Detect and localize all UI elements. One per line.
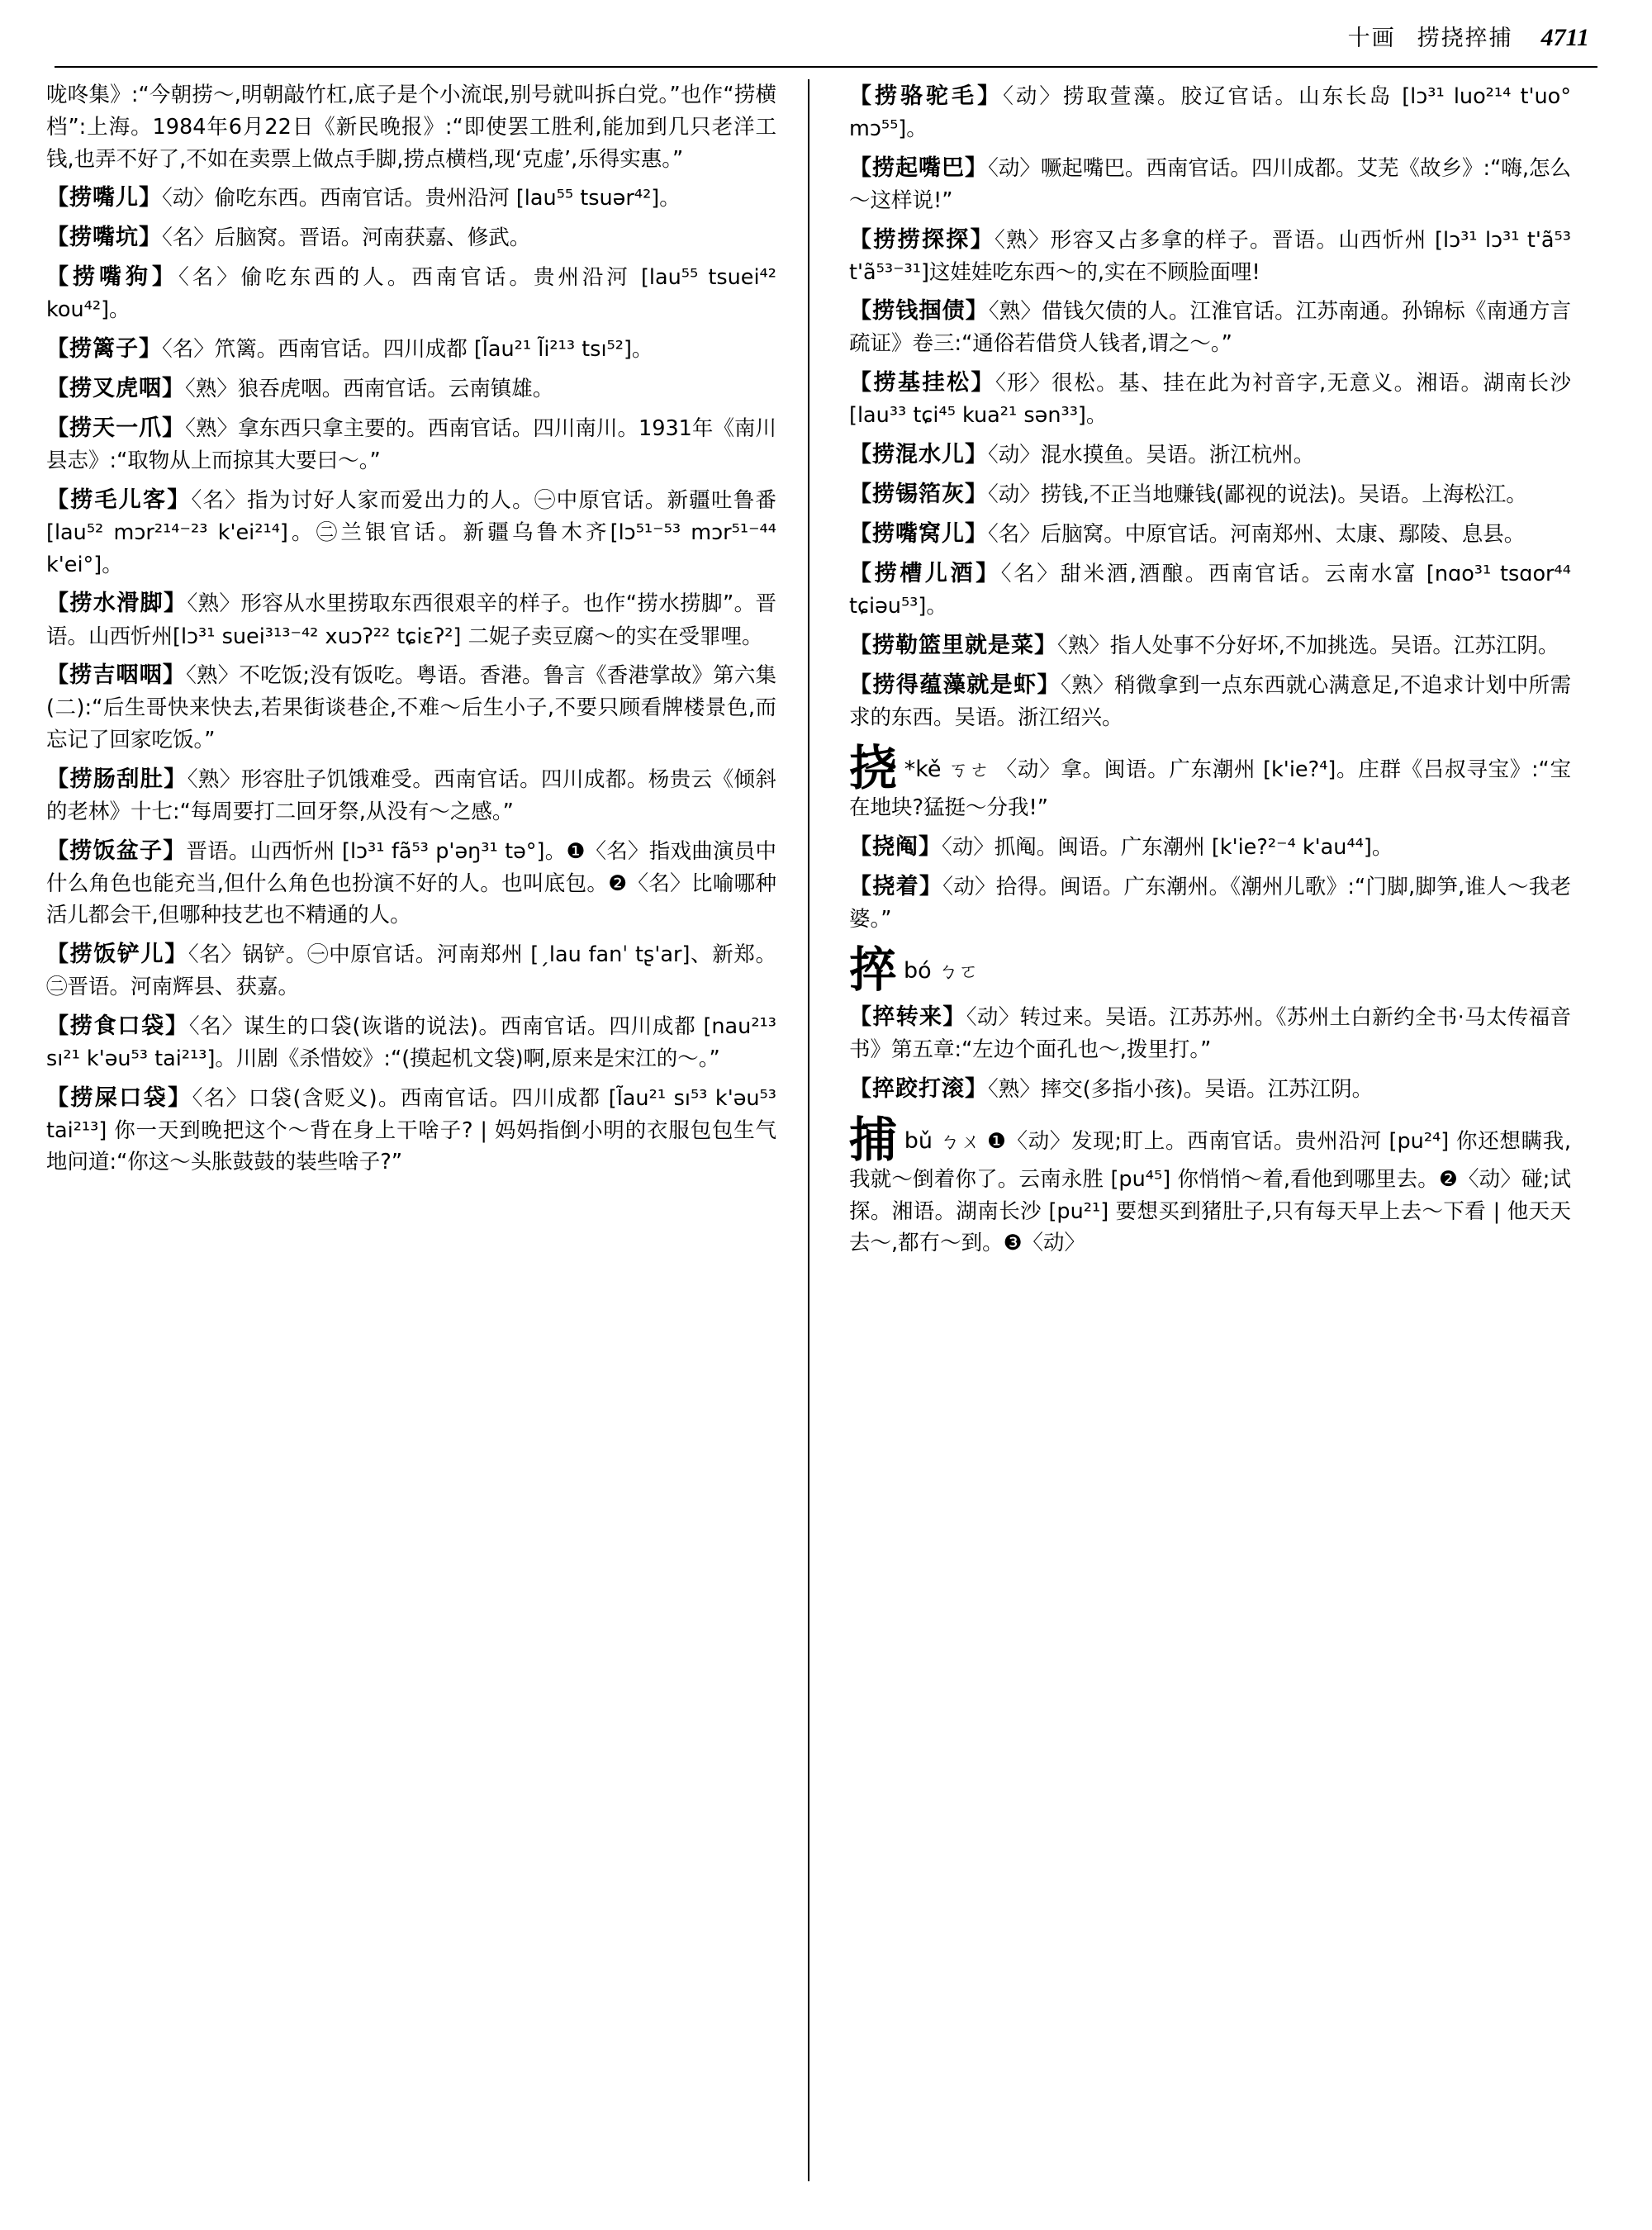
entry-body: 〈熟〉不吃饭;没有饭吃。粤语。香港。鲁言《香港掌故》第六集(二):“后生哥快来快去,若果街谈巷企,不难～后生小子,不要只顾看牌楼景色,而忘记了回家吃饭。”	[46, 663, 777, 753]
headword: 【挠着】	[849, 874, 943, 900]
headword: 【捞吉咽咽】	[46, 662, 187, 689]
entry-laocaoerjiu	[849, 557, 1571, 623]
bigentry-bo	[849, 942, 1571, 999]
headword: 【捞嘴坑】	[46, 225, 162, 251]
entry-bojiaodagun	[849, 1072, 1571, 1106]
entry-laomaoerke	[46, 483, 776, 581]
pinyin: *kě	[904, 756, 942, 782]
entry-body: 〈熟〉指人处事不分好坏,不加挑选。吴语。江苏江阴。	[1057, 633, 1559, 658]
headword: 【捞篱子】	[46, 336, 162, 363]
headword: 【捽转来】	[849, 1004, 966, 1031]
entry-laojiguasong	[849, 366, 1571, 432]
entry-laodeyunzaojiushixia	[849, 668, 1571, 734]
entry-body: 〈名〉笊篱。西南官话。四川成都 [l̃au²¹ l̃i²¹³ tsı⁵²]。	[162, 337, 653, 363]
entry-laolizi	[46, 332, 776, 366]
entry-body: 〈动〉抓阄。闽语。广东潮州 [k'ie?²⁻⁴ k'au⁴⁴]。	[942, 835, 1393, 861]
headword: 【捞饭铲儿】	[46, 942, 188, 968]
header-rule	[55, 66, 1597, 68]
entry-body: 〈动〉转过来。吴语。江苏苏州。《苏州土白新约全书·马太传福音书》第五章:“左边个面孔也～,拨里打。”	[849, 1005, 1571, 1063]
entry-laozuier	[46, 181, 776, 215]
entry-laoxibohui	[849, 477, 1571, 511]
entry-body: 〈熟〉摔交(多指小孩)。吴语。江苏江阴。	[988, 1076, 1374, 1102]
entry-body: 〈名〉偷吃东西的人。西南官话。贵州沿河 [lau⁵⁵ tsuei⁴² kou⁴²]。	[46, 265, 776, 323]
headword: 【捞混水儿】	[849, 441, 988, 467]
headword: 【捞槽儿酒】	[849, 561, 1001, 586]
continuation-paragraph: 咙咚集》:“今朝捞～,明朝敲竹杠,底子是个小流氓,别号就叫拆白党。”也作“捞横档”:上海。1984年6月22日《新民晚报》:“即使罢工胜利,能加到几只老洋工钱,也弄不好了,不如在卖票上做点手脚,捞点横档,现‘克虚’,乐得实惠。”	[46, 83, 776, 172]
entry-body: 晋语。山西忻州 [lɔ³¹ fã⁵³ p'əŋ³¹ tə°]。❶〈名〉指戏曲演员中什么角色也能充当,但什么角色也扮演不好的人。也叫底包。❷〈名〉比喻哪种活儿都会干,但哪种技艺也不精通的人。	[46, 838, 777, 928]
page-number: 4711	[1540, 24, 1589, 51]
entry-body: 〈动〉噘起嘴巴。西南官话。四川成都。艾芜《故乡》:“嗨,怎么～这样说!”	[849, 155, 1571, 213]
headword: 【捞骆驼毛】	[849, 83, 1004, 109]
headword: 【捞天一爪】	[46, 415, 186, 442]
running-head-chapter: 十画	[1347, 26, 1396, 51]
entry-body: 〈名〉口袋(含贬义)。西南官话。四川成都 [l̃au²¹ sı⁵³ k'əu⁵³ tai²¹³] 你一天到晚把这个～背在身上干啥子? | 妈妈指倒小明的衣服包包生气地问道:“你这～头胀鼓鼓的装些啥子?”	[46, 1085, 776, 1175]
entry-laofanchaner	[46, 937, 776, 1004]
headword: 【捞屎口袋】	[46, 1084, 192, 1111]
entry-body: 〈熟〉狼吞虎咽。西南官话。云南镇雄。	[185, 377, 554, 402]
entry-laolaotantan	[849, 223, 1571, 289]
entry-laochangguadu	[46, 762, 776, 828]
entry-body: 〈熟〉形容从水里捞取东西很艰辛的样子。也作“捞水捞脚”。晋语。山西忻州[lɔ³¹ suei³¹³⁻⁴² xuɔʔ²² tɕiɛʔ²] 二妮子卖豆腐～的实在受罪哩。	[46, 591, 776, 649]
entry-laozuikeng	[46, 221, 776, 254]
headword: 【捞嘴窝儿】	[849, 520, 988, 547]
entry-body: ❶〈动〉发现;盯上。西南官话。贵州沿河 [pu²⁴] 你还想瞒我,我就～倒着你了。云南永胜 [pu⁴⁵] 你悄悄～着,看他到哪里去。❷〈动〉碰;试探。湘语。湖南长沙 [pu²¹] 要想买到猪肚子,只有每天早上去～下看 | 他天天去～,都冇～到。❸〈动〉	[849, 1128, 1571, 1256]
big-character: 挠	[849, 739, 898, 796]
headword: 【捞毛儿客】	[46, 486, 192, 513]
headword: 【挠阄】	[849, 834, 942, 861]
entry-laozuiwoer	[849, 517, 1571, 551]
entry-body: 〈名〉甜米酒,酒酿。西南官话。云南水富 [nɑo³¹ tsɑor⁴⁴ tɕiəu⁵³]。	[849, 562, 1571, 619]
right-column	[819, 79, 1571, 2202]
headword: 【捞叉虎咽】	[46, 376, 185, 402]
entry-kezhuo	[849, 870, 1571, 936]
headword: 【捞勒篮里就是菜】	[849, 632, 1057, 658]
headword: 【捞嘴儿】	[46, 185, 162, 211]
entry-bozhuanlai	[849, 1000, 1571, 1066]
entry-body: 〈动〉拾得。闽语。广东潮州。《潮州儿歌》:“门脚,脚笋,谁人～我老婆。”	[849, 875, 1572, 932]
entry-laoqizuiba	[849, 151, 1571, 217]
entry-body: 〈形〉很松。基、挂在此为衬音字,无意义。湘语。湖南长沙 [lau³³ tɕi⁴⁵ kua²¹ sən³³]。	[849, 371, 1572, 429]
entry-body: 〈动〉捞取萱藻。胶辽官话。山东长岛 [lɔ³¹ luo²¹⁴ t'uo° mɔ⁵⁵]。	[849, 84, 1571, 142]
entry-body: 〈名〉指为讨好人家而爱出力的人。㊀中原官话。新疆吐鲁番 [lau⁵² mɔr²¹⁴⁻²³ k'ei²¹⁴]。㊁兰银官话。新疆乌鲁木齐[lɔ⁵¹⁻⁵³ mɔr⁵¹⁻⁴⁴ k'ei°]。	[46, 487, 776, 577]
left-column	[46, 79, 798, 2202]
headword: 【捞肠刮肚】	[46, 766, 188, 792]
headword: 【捞饭盆子】	[46, 837, 187, 864]
pinyin: bó	[904, 958, 932, 985]
entry-laozuigou	[46, 260, 776, 326]
page-columns	[46, 79, 1606, 2202]
headword: 【捞捞探探】	[849, 226, 995, 253]
zhuyin: ㄎㄜ	[947, 757, 991, 781]
entry-body: 〈动〉捞钱,不正当地赚钱(鄙视的说法)。吴语。上海松江。	[988, 482, 1527, 507]
running-head	[46, 20, 1606, 64]
entry-body: 〈动〉偷吃东西。西南官话。贵州沿河 [lau⁵⁵ tsuər⁴²]。	[162, 186, 681, 211]
entry-laoshuihuajiao	[46, 586, 776, 652]
headword: 【捽跤打滚】	[849, 1075, 988, 1102]
zhuyin: ㄅㄛ	[938, 960, 980, 984]
headword: 【捞食口袋】	[46, 1013, 189, 1039]
entry-laoshikoudai2	[46, 1081, 776, 1179]
bigentry-bu	[849, 1111, 1571, 1260]
entry-body: 〈熟〉形容肚子饥饿难受。西南官话。四川成都。杨贵云《倾斜的老林》十七:“每周要打二回牙祭,从没有～之感。”	[46, 766, 776, 824]
entry-laoshikoudai	[46, 1009, 776, 1075]
entry-laohunshuier	[849, 438, 1571, 472]
headword: 【捞基挂松】	[849, 370, 995, 396]
entry-body: 〈熟〉借钱欠债的人。江淮官话。江苏南通。孙锦标《南通方言疏证》卷三:“通俗若借贷人钱者,谓之～。”	[849, 299, 1572, 357]
zhuyin: ㄅㄨ	[938, 1129, 982, 1153]
headword: 【捞水滑脚】	[46, 591, 188, 617]
big-character: 捕	[849, 1111, 898, 1168]
entry-laofanpenzi	[46, 834, 776, 932]
bigentry-ke	[849, 739, 1571, 824]
column-divider	[808, 79, 809, 2181]
entry-body: 〈名〉锅铲。㊀中原官话。河南郑州 [ˏlau fanˈ tʂ'ar]、新郑。㊁晋语。河南辉县、获嘉。	[46, 942, 776, 1000]
entry-laochahuyan	[46, 372, 776, 406]
entry-laoqianguozhai	[849, 294, 1571, 360]
entry-laolelanlijiushicai	[849, 629, 1571, 662]
headword: 【捞锡箔灰】	[849, 481, 988, 507]
entry-body: 〈熟〉拿东西只拿主要的。西南官话。四川南川。1931年《南川县志》:“取物从上而掠其大要曰～。”	[46, 416, 777, 474]
running-head-entries: 捞挠捽捕	[1417, 26, 1513, 51]
entry-body: 〈名〉谋生的口袋(诙谐的说法)。西南官话。四川成都 [nau²¹³ sı²¹ k'əu⁵³ tai²¹³]。川剧《杀惜姣》:“(摸起机文袋)啊,原来是宋江的～。”	[46, 1013, 777, 1071]
entry-laoluotuomao	[849, 79, 1571, 145]
entry-body: 〈动〉拿。闽语。广东潮州 [k'ie?⁴]。庄群《吕叔寻宝》:“宝在地块?猛挺～分我!”	[849, 757, 1571, 820]
entry-laotianyizhua	[46, 411, 776, 477]
headword: 【捞得蕴藻就是虾】	[849, 671, 1061, 698]
headword: 【捞钱掴债】	[849, 298, 989, 325]
entry-body: 〈熟〉形容又占多拿的样子。晋语。山西忻州 [lɔ³¹ lɔ³¹ t'ã⁵³ t'ã⁵³⁻³¹]这娃娃吃东西～的,实在不顾脸面哩!	[849, 227, 1572, 285]
entry-body: 〈名〉后脑窝。晋语。河南获嘉、修武。	[162, 225, 531, 251]
big-character: 捽	[849, 942, 898, 999]
entry-kejiu	[849, 830, 1571, 864]
entry-body: 〈名〉后脑窝。中原官话。河南郑州、太康、鄢陵、息县。	[988, 521, 1526, 547]
headword: 【捞嘴狗】	[46, 264, 179, 291]
entry-laojiyanyan	[46, 658, 776, 757]
entry-body: 〈动〉混水摸鱼。吴语。浙江杭州。	[988, 442, 1315, 467]
headword: 【捞起嘴巴】	[849, 154, 989, 181]
pinyin: bǔ	[904, 1127, 933, 1154]
entry-body: 〈熟〉稍微拿到一点东西就心满意足,不追求计划中所需求的东西。吴语。浙江绍兴。	[849, 672, 1572, 730]
